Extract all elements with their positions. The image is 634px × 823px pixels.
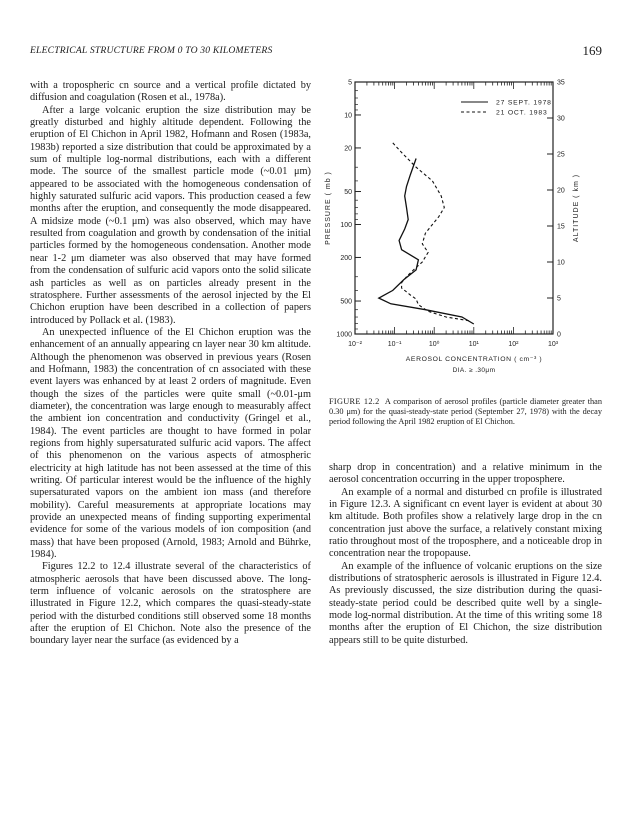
y-tick-label: 500 — [340, 298, 352, 306]
plot-frame — [355, 82, 553, 334]
left-column — [30, 80, 311, 648]
y-axis-label: PRESSURE ( mb ) — [325, 171, 332, 245]
alt-tick-label: 10 — [557, 259, 565, 267]
y-tick-label: 50 — [344, 189, 352, 197]
x-tick-label: 10⁰ — [428, 341, 440, 348]
paragraph: with a tropospheric cn source and a vertical profile dictated by diffusion and coagulation (Rosen et al., 1978a). — [30, 80, 311, 104]
x-axis-sublabel: DIA. ≥ .30μm — [452, 367, 496, 374]
y-tick-label: 100 — [340, 221, 352, 229]
paragraph: An unexpected influence of the El Chichon eruption was the enhancement of an annually appearing cn layer near 30 km altitude. Although the phenomenon was observed in previous years (Rosen and Hofmann, 1983) the concentration of cn associated with these event layers was enhanced by at least 2 orders of magnitude. Even though the sizes of the particles were quite small (~0.01-μm diameter), the concentration was large enough to measurably affect the ambient ion concentration and conductivity (Gringel et al., 1984). The event particles are thought to have formed in polar regions from highly supersaturated sulfuric acid vapors. The affect of this phenomenon on the various aspects of atmospheric electricity at high latitude has not been assessed at the time of this writing. Of particular interest would be the influence of the highly supersaturated vapors on the ambient ion mass (and therefore mobility). Careful measurements at appropriate locations may provide an unexpected means of finding supporting experimental evidence for some of the various models of ion composition (and mass) that have been proposed (Arnold, 1983; Arnold and Bührke, 1984). — [30, 326, 311, 561]
x-axis-label: AEROSOL CONCENTRATION ( cm⁻³ ) — [405, 356, 543, 363]
paragraph: An example of the influence of volcanic eruptions on the size distributions of stratospheric aerosols is illustrated in Figure 12.4. As previously discussed, the size distribution during the quasi-steady-state period could be described quite well by a single-mode log-normal distribution. At the time of this writing some 18 months after the eruption of El Chichon, the size distribution appears still to be quite disturbed. — [329, 560, 602, 646]
paragraph: An example of a normal and disturbed cn profile is illustrated in Figure 12.3. A significant cn event layer is evident at about 30 km altitude. Both profiles show a relatively large drop in the cn concentration just above the surface, a relatively constant mixing ratio throughout most of the troposphere, and a noticeable drop in concentration near the tropopause. — [329, 486, 602, 560]
right-column — [329, 462, 602, 647]
alt-tick-label: 15 — [557, 223, 565, 231]
alt-tick-label: 5 — [557, 295, 561, 303]
alt-tick-label: 0 — [557, 331, 561, 339]
y-tick-label: 5 — [348, 79, 352, 87]
x-tick-label: 10⁻² — [348, 341, 362, 348]
alt-tick-label: 30 — [557, 115, 565, 123]
page-number: 169 — [582, 43, 602, 58]
caption-text: A comparison of aerosol profiles (particle diameter greater than 0.30 μm) for the quasi-steady-state period (September 27, 1978) with the decay period following the April 1982 eruption of El Chichon. — [329, 397, 602, 427]
legend-label: 27 SEPT. 1978 — [496, 99, 552, 107]
figure-caption — [329, 397, 602, 428]
alt-tick-label: 20 — [557, 187, 565, 195]
x-tick-label: 10⁻¹ — [387, 341, 402, 348]
legend-label: 21 OCT. 1983 — [496, 109, 548, 117]
alt-tick-label: 25 — [557, 151, 565, 159]
y-tick-label: 1000 — [336, 331, 352, 339]
figure-12-2 — [318, 70, 618, 390]
y-tick-label: 10 — [344, 112, 352, 120]
caption-label: FIGURE 12.2 — [329, 397, 380, 406]
series-line-2 — [393, 143, 470, 321]
x-tick-label: 10³ — [547, 341, 559, 348]
x-tick-label: 10² — [508, 341, 519, 348]
paragraph: Figures 12.2 to 12.4 illustrate several of the characteristics of atmospheric aerosols that have been discussed above. The long-term influence of volcanic aerosols on the stratosphere are illustrated in Figure 12.2, which compares the quasi-steady-state period with the disturbed conditions still observed some 18 months after the eruption of El Chichon. Note also the presence of the boundary layer near the surface (as evidenced by a — [30, 561, 311, 647]
paragraph: sharp drop in concentration) and a relative minimum in the aerosol concentration occurring in the upper troposphere. — [329, 462, 602, 486]
y-tick-label: 200 — [340, 254, 352, 262]
alt-tick-label: 35 — [557, 79, 565, 87]
x-tick-label: 10¹ — [468, 341, 479, 348]
page-header — [30, 45, 602, 61]
paragraph: After a large volcanic eruption the size distribution may be greatly disturbed and highly altitude dependent. Following the eruption of El Chichon in April 1982, Hofmann and Rosen (1983a, 1983b) reported a size distribution that could be approximated by a sum of multiple log-normal distributions, each with a different mode. The source of the smallest particle mode (~0.01 μm) appeared to be associated with the homogeneous condensation of highly saturated sulfuric acid vapors. This production ceased a few months after the eruption, and consequently the mode disappeared. A midsize mode (~0.1 μm) was also observed, which may have resulted from coagulation and growth by condensation of the initial particles formed by the homogeneous condensation. Another mode near 1-2 μm diameter was also observed that may have formed from the condensation of sulfuric acid vapors onto the solid silicate ash particles as well as on particles already present in the stratosphere. Further assessments of the aerosol injected by the El Chichon eruption have been described in a collection of papers introduced by Pollack et al. (1983). — [30, 104, 311, 326]
aerosol-profile-chart — [318, 70, 618, 390]
y2-axis-label: ALTITUDE ( km ) — [573, 173, 580, 243]
y-tick-label: 20 — [344, 145, 352, 153]
series-line-1 — [379, 159, 474, 325]
running-title: ELECTRICAL STRUCTURE FROM 0 TO 30 KILOMETERS — [30, 45, 273, 56]
